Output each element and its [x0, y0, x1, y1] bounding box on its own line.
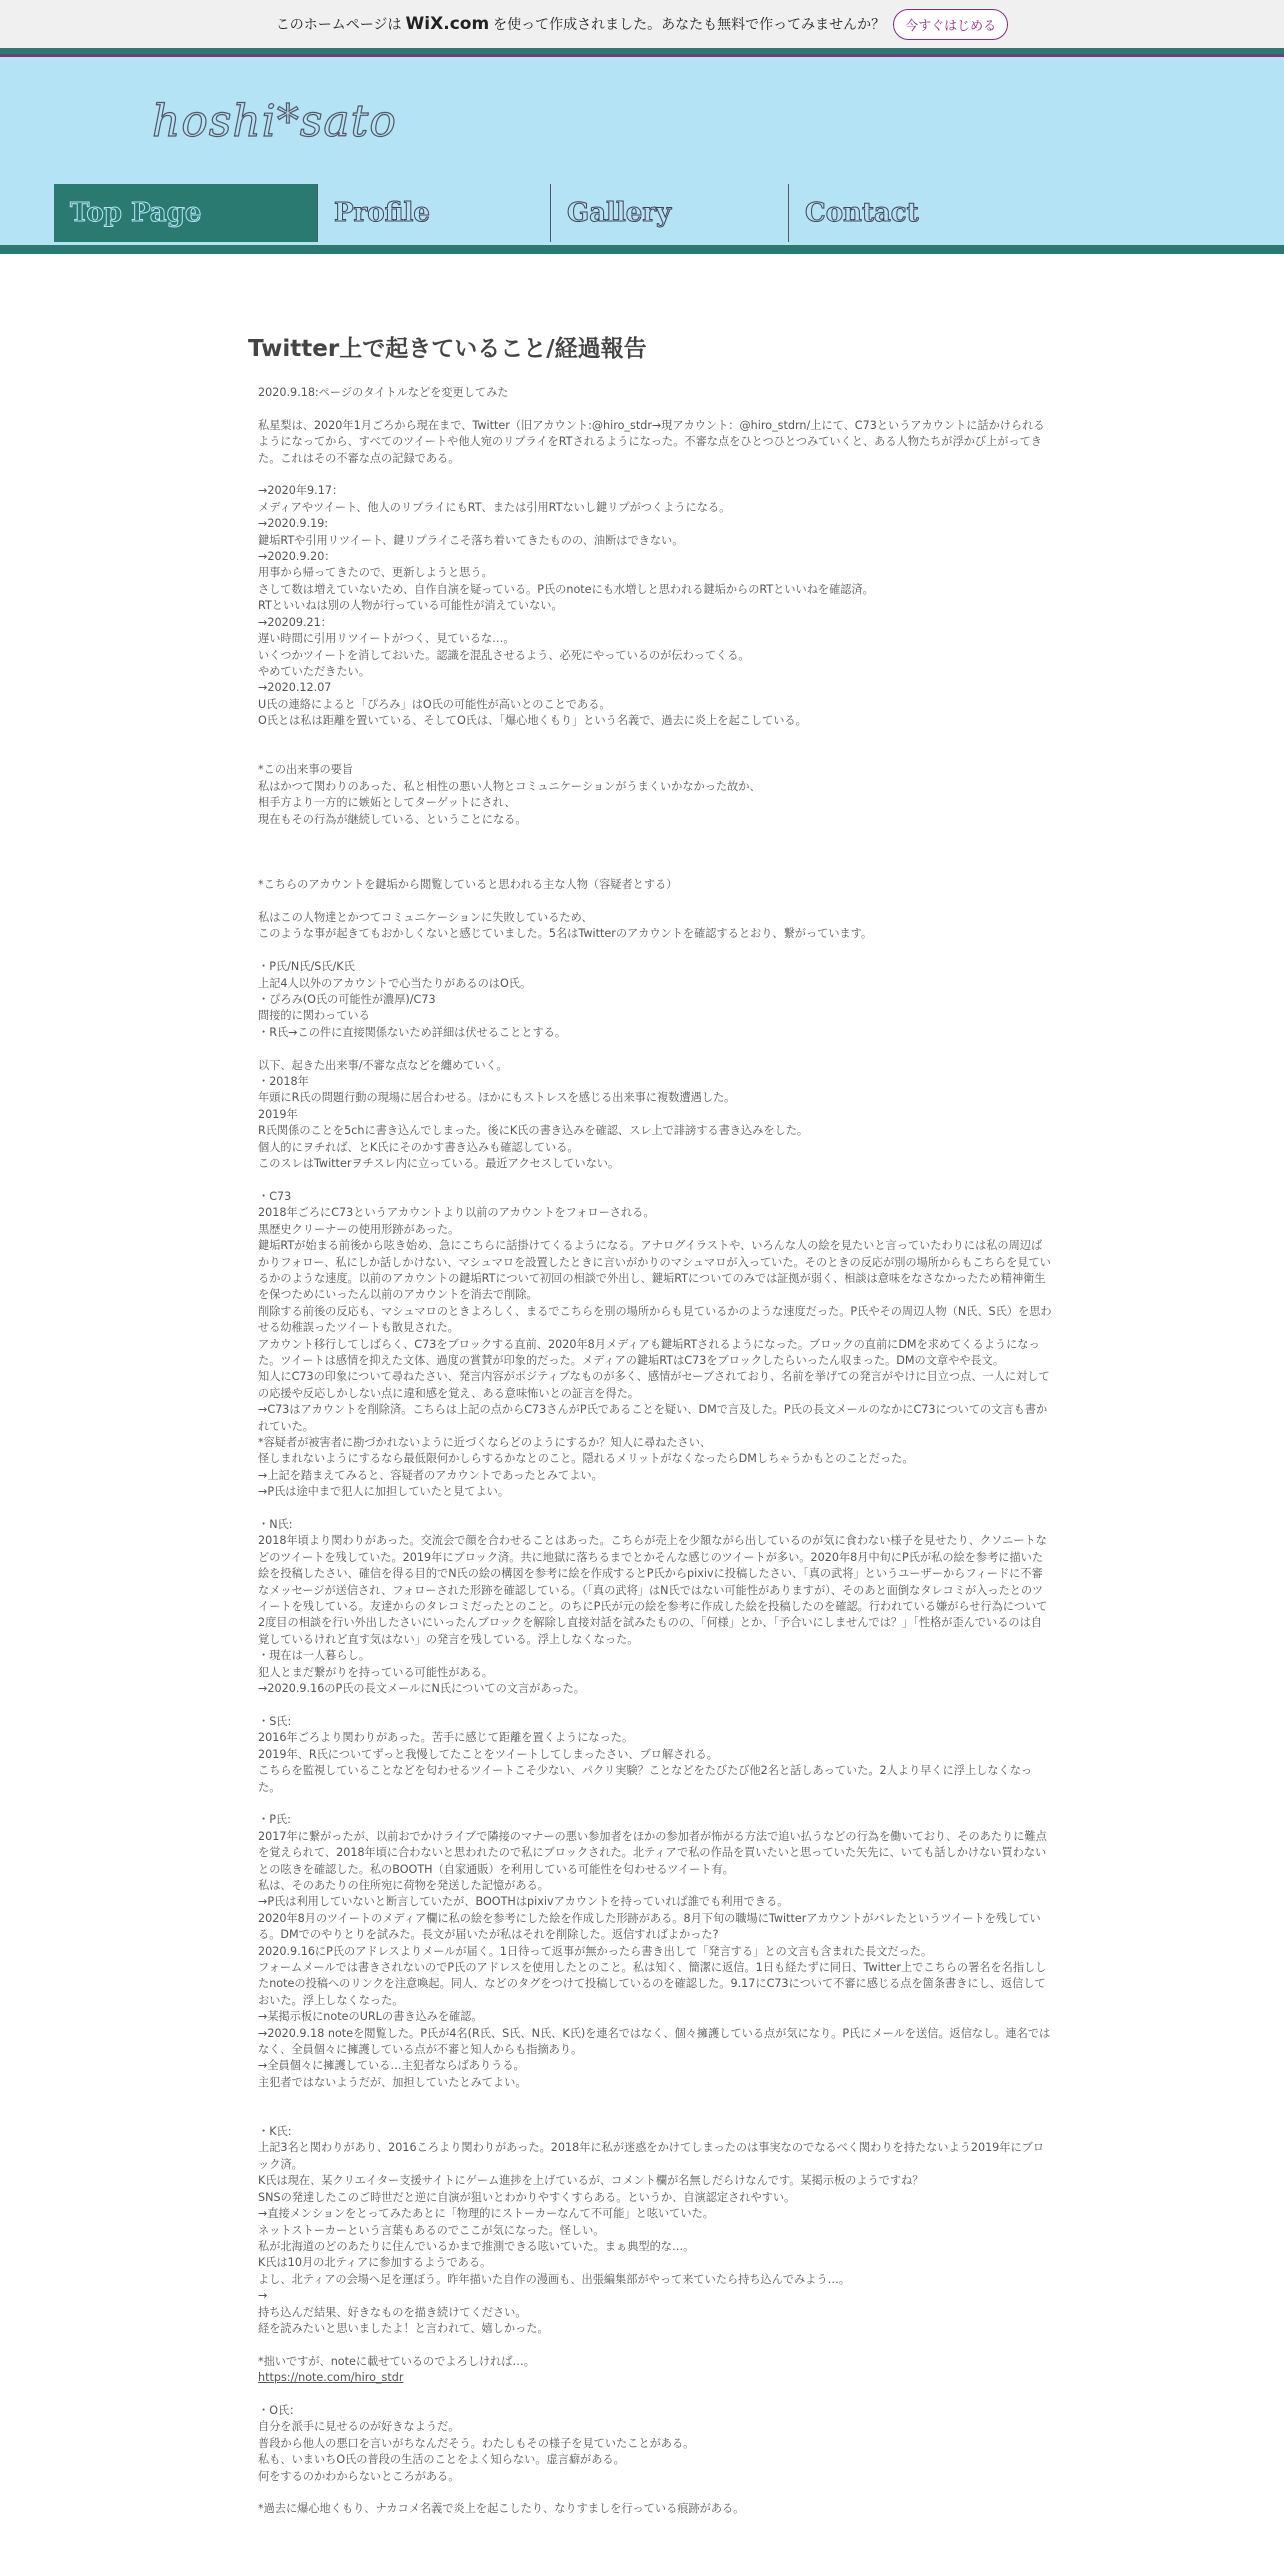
wix-logo: WiX.com — [405, 14, 490, 34]
header-bottom-stripe — [0, 245, 1284, 254]
header-accent-stripe — [0, 54, 1284, 57]
wix-banner-suffix: を使って作成されました。あなたも無料で作ってみませんか？ — [493, 17, 886, 33]
main-content — [248, 330, 1052, 2518]
nav-top-page[interactable]: Top Page — [54, 184, 318, 242]
article-text-part-2: ・O氏： 自分を派手に見せるのが好きなようだ。 普段から他人の悪口を言いがちなんだそう。わたしもその様子を見ていたことがある。 私も、いまいちO氏の普段の生活のことをよく知らない。虚言癖がある。 何をするのかわからないところがある。 *過去に爆心地くもり、ナカコメ名義で炎上を起こしたり、なりすましを行っている痕跡がある。 — [258, 2403, 745, 2516]
start-now-button[interactable]: 今すぐはじめる — [893, 9, 1008, 40]
nav-profile[interactable]: Profile — [318, 184, 551, 242]
nav-contact[interactable]: Contact — [805, 198, 919, 228]
article-text-part-1: 2020.9.18:ページのタイトルなどを変更してみた 私星梨は、2020年1月ごろから現在まで、Twitter（旧アカウント:@hiro_stdr→現アカウント：@hiro_stdrn/上にて、C73というアカウントに話かけられるようになってから、すべてのツイートや他人宛のリプライをRTされるようになった。不審な点をひとつひとつみていくと、ある人物たちが浮かび上がってきた。これはその不審な点の記録である。 →2020年9.17： メディアやツイート、他人のリプライにもRT、または引用RTないし鍵リプがつくようになる。 →2020.9.19: 鍵垢RTや引用リツイート、鍵リプライこそ落ち着いてきたものの、油断はできない。 →2020.9.20： 用事から帰ってきたので、更新しようと思う。 さして数は増えていないため、自作自演を疑っている。P氏のnoteにも水増しと思われる鍵垢からのRTといいねを確認済。 RTといいねは別の人物が行っている可能性が消えていない。 →20209.21： 遅い時間に引用リツイートがつく、見ているな…。 いくつかツイートを消しておいた。認識を混乱させるよう、必死にやっているのが伝わってくる。 やめていただきたい。 →2020.12.07 U氏の連絡によると「ぴろみ」はO氏の可能性が高いとのことである。 O氏とは私は距離を置いている、そしてO氏は、「爆心地くもり」という名義で、過去に炎上を起こしている。 *この出来事の要旨 私はかつて関わりのあった、私と相性の悪い人物とコミュニケーションがうまくいかなかった故か、 相手方より一方的に嫉妬としてターゲットにされ、 現在もその行為が継続している、ということになる。 *こちらのアカウントを鍵垢から閲覧していると思われる主な人物（容疑者とする） 私はこの人物達とかつてコミュニケーションに失敗しているため、 このような事が起きてもおかしくないと感じていました。5名はTwitterのアカウントを確認するとおり、繋がっています。 ・P氏/N氏/S氏/K氏 上記4人以外のアカウントで心当たりがあるのはO氏。 ・ぴろみ(O氏の可能性が濃厚)/C73 間接的に関わっている ・R氏→この件に直接関係ないため詳細は伏せることとする。 以下、起きた出来事/不審な点などを纏めていく。 ・2018年 年頭にR氏の問題行動の現場に居合わせる。ほかにもストレスを感じる出来事に複数遭遇した。 2019年 R氏関係のことを5chに書き込んでしまった。後にK氏の書き込みを確認、スレ上で誹謗する書き込みをした。 個人的にヲチれば、とK氏にそのかす書き込みも確認している。 このスレはTwitterヲチスレ内に立っている。最近アクセスしていない。 ・C73 2018年ごろにC73というアカウントより以前のアカウントをフォローされる。 黒歴史クリーナーの使用形跡があった。 鍵垢RTが始まる前後から呟き始め、急にこちらに話掛けてくるようになる。アナログイラストや、いろんな人の絵を見たいと言っていたわりには私の周辺ばかりフォロー、私にしか話しかけない、マシュマロを設置したときに言いがかりのマシュマロが入っていた。そのときの反応が別の場所からもこちらを見ているかのような速度。以前のアカウントの鍵垢RTについて初回の相談で外出し、鍵垢RTについてのみでは証拠が弱く、相談は意味をなさなかったため精神衛生を保つためにいったん以前のアカウントを消去で削除。 削除する前後の反応も、マシュマロのときよろしく、まるでこちらを別の場所からも見ているかのような速度だった。P氏やその周辺人物（N氏、S氏）を思わせる幼稚誤ったツイートも散見された。 アカウント移行してしばらく、C73をブロックする直前、2020年8月メディアも鍵垢RTされるようになった。ブロックの直前にDMを求めてくるようになった。ツイートは感情を抑えた文体、過度の賞賛が印象的だった。メディアの鍵垢RTはC73をブロックしたらいったん収まった。DMの文章やや長文。 知人にC73の印象について尋ねたさい、発言内容がポジティブなものが多く、感情がセーブされており、名前を挙げての発言がやけに目立つ点、一人に対しての応援や反応しかしない点に違和感を覚え、ある意味怖いとの証言を得た。 →C73はアカウントを削除済。こちらは上記の点からC73さんがP氏であることを疑い、DMで言及した。P氏の長文メールのなかにC73についての文言も書かれていた。 *容疑者が被害者に勘づかれないように近づくならどのようにするか？知人に尋ねたさい、 怪しまれないようにするなら最低限何かしらするかなとのこと。隠れるメリットがなくなったらDMしちゃうかもとのことだった。 →上記を踏まえてみると、容疑者のアカウントであったとみてよい。 →P氏は途中まで犯人に加担していたと見てよい。 ・N氏: 2018年頃より関わりがあった。交流会で顔を合わせることはあった。こちらが売上を少額ながら出しているのが気に食わない様子を見せたり、クソニートなどのツイートを残していた。2019年にブロック済。共に地獄に落ちるまでとかそんな感じのツイートが多い。2020年8月中旬にP氏が私の絵を参考に描いた絵を投稿したさい、確信を得る目的でN氏の絵の構図を参考に絵を作成するとP氏からpixivに投稿したさい、「真の武将」というユーザーからフィードに不審なメッセージが送信され、フォローされた形跡を確認している。（「真の武将」はN氏ではない可能性がありますが）、そのあと面倒なタレコミが入ったとのツイートを残している。友達からのタレコミだったとのこと。のちにP氏が元の絵を参考に作成した絵を投稿したのを確認。行われている嫌がらせ行為について2度目の相談を行い外出したさいにいったんブロックを解除し直接対話を試みたものの、「何様」とか、「予合いにしませんでは？」「性格が歪んでいるのは自覚しているけれど直す気はない」の発言を残している。浮上しなくなった。 ・現在は一人暮らし。 犯人とまだ繋がりを持っている可能性がある。 →2020.9.16のP氏の長文メールにN氏についての文言があった。 ・S氏: 2016年ごろより関わりがあった。苦手に感じて距離を置くようになった。 2019年、R氏についてずっと我慢してたことをツイートしてしまったさい、ブロ解される。 こちらを監視していることなどを匂わせるツイートこそ少ない、パクリ実験？ことなどをたびたび他2名と話しあっていた。2人より早くに浮上しなくなった。 ・P氏: 2017年に繋がったが、以前おでかけライブで隣接のマナーの悪い参加者をほかの参加者が怖がる方法で追い払うなどの行為を働いており、そのあたりに難点を覚えられて、2018年頃に合わないと思われたので私にブロックされた。北ティアで私の作品を買いたいと思っていた矢先に、いても話しかけない買わないとの呟きを確認した。私のBOOTH（自家通販）を利用している可能性を匂わせるツイート有。 私は、そのあたりの住所宛に荷物を発送した記憶がある。 →P氏は利用していないと断言していたが、BOOTHはpixivアカウントを持っていれば誰でも利用できる。 2020年8月のツイートのメディア欄に私の絵を参考にした絵を作成した形跡がある。8月下旬の職場にTwitterアカウントがバレたというツイートを残している。DMでのやりとりを試みた。長文が届いたが私はそれを削除した。返信すればよかった? 2020.9.16にP氏のアドレスよりメールが届く。1日待って返事が無かったら書き出して「発言する」との文言も含まれた長文だった。 フォームメールでは書きされないのでP氏のアドレスを使用したとのこと。私は知く、簡潔に返信。1日も経たずに同日、Twitter上でこちらの署名を名指ししたnoteの投稿へのリンクを注意喚起。同人、などのタグをつけて投稿しているのを確認した。9.17にC73について不審に感じる点を箇条書きにし、返信しておいた。浮上しなくなった。 →某掲示板にnoteのURLの書き込みを確認。 →2020.9.18 noteを閲覧した。P氏が4名(R氏、S氏、N氏、K氏)を連名ではなく、個々擁護している点が気になり。P氏にメールを送信。返信なし。連名ではなく、全員個々に擁護している点が不審と知人からも指摘あり。 →全員個々に擁護している…主犯者ならばありうる。 主犯者ではないようだが、加担していたとみてよい。 ・K氏: 上記3名と関わりがあり、2016ころより関わりがあった。2018年に私が迷惑をかけてしまったのは事実なのでなるべく関わりを持たないよう2019年にブロック済。 K氏は現在、某クリエイター支援サイトにゲーム進捗を上げているが、コメント欄が名無しだらけなんです。某掲示板のようですね？ SNSの発達したこのご時世だと逆に自演が狙いとわかりやすくすらある。というか、自演認定されやすい。 →直接メンションをとってみたあとに「物理的にストーカーなんて不可能」と呟いていた。 ネットストーカーという言葉もあるのでここが気になった。怪しい。 私が北海道のどのあたりに住んでいるかまで推測できる呟いていた。まぁ典型的な…。 K氏は10月の北ティアに参加するようである。 よし、北ティアの会場へ足を運ぼう。昨年描いた自作の漫画も、出張編集部がやって来ていたら持ち込んでみよう…。 → 持ち込んだ結果、好きなものを描き続けてください。 経を読みたいと思いましたよ！と言われて、嬉しかった。 *拙いですが、noteに載せているのでよろしければ…。 — [258, 386, 1052, 2368]
nav-gallery[interactable]: Gallery — [551, 184, 789, 242]
wix-banner-prefix: このホームページは — [275, 17, 402, 33]
site-header — [0, 48, 1284, 254]
page-title: Twitter上で起きていること/経過報告 — [248, 336, 647, 362]
wix-promo-banner — [0, 0, 1284, 48]
site-title[interactable]: hoshi*sato — [152, 96, 397, 147]
main-nav — [54, 184, 1029, 242]
article-body — [258, 385, 1053, 2518]
note-link[interactable]: https://note.com/hiro_stdr — [258, 2371, 404, 2385]
